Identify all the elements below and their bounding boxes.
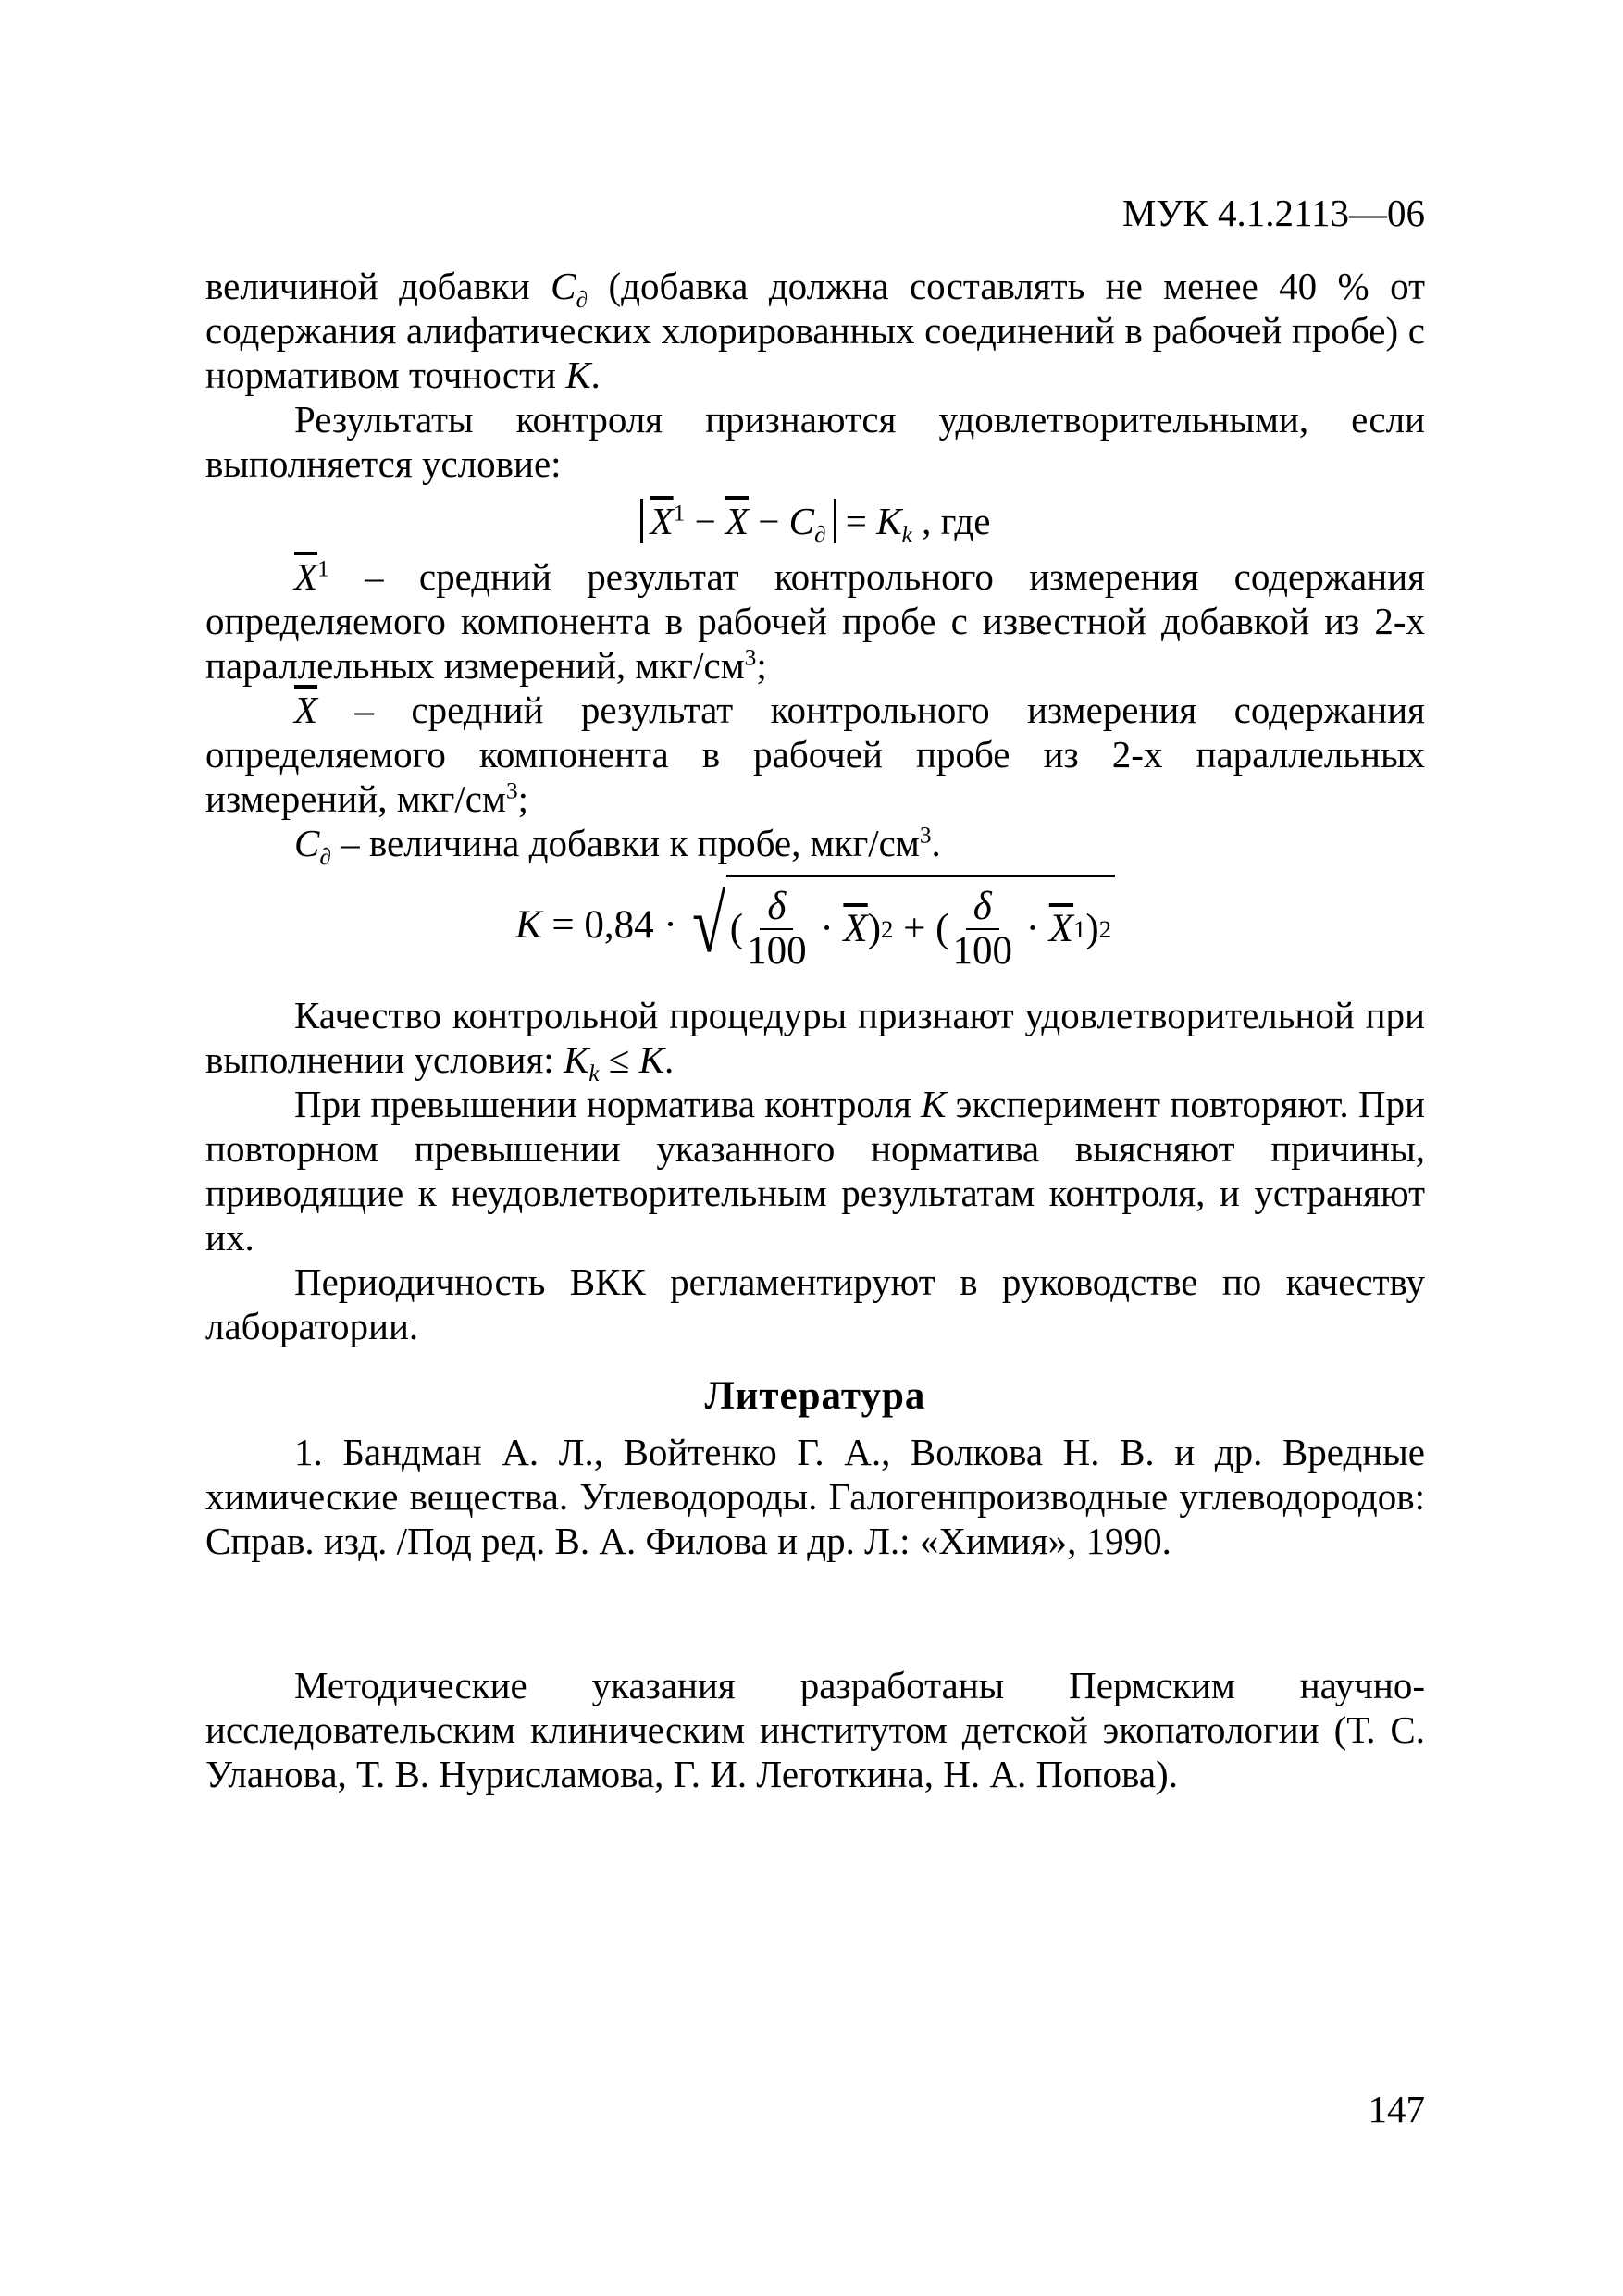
formula-condition [205, 499, 1425, 549]
symbol-k: K [514, 903, 542, 947]
text-run: . [663, 1038, 675, 1081]
symbol-x: $\overline{X}$ [843, 906, 868, 950]
literature-heading: Литература [704, 1374, 926, 1418]
subscript: ∂ [576, 287, 588, 314]
page-number: 147 [1368, 2088, 1425, 2130]
operator: · [810, 906, 844, 950]
superscript: 3 [505, 777, 518, 804]
subscript: ∂ [813, 522, 826, 549]
credits-paragraph: Методические указания разработаны Пермским научно-исследовательским клиническим институтом детской экопатологии (Т. С. Уланова, Т. В. Нурисламова, Г. И. Леготкина, Н. А. Попова). [205, 1664, 1425, 1795]
symbol-k: K [921, 1083, 947, 1125]
denominator: 100 [747, 928, 807, 973]
text-run: – величина добавки к пробе, мкг/см [330, 822, 920, 864]
text-run: ; [517, 777, 529, 820]
spacer [205, 1563, 1425, 1663]
subscript: k [588, 1061, 600, 1087]
definition-x1 [205, 554, 1425, 688]
text-run: . [931, 822, 941, 864]
symbol-k: K [876, 500, 902, 542]
text-run: Качество контрольной процедуры признают удовлетворительной при выполнении условия: [205, 994, 1425, 1081]
text-run: – средний результат контрольного измерения содержания определяемого компонента в рабочей пробе из 2-х параллельных измерений, мкг/см [205, 689, 1425, 820]
symbol-c [551, 265, 588, 314]
fraction [952, 886, 1012, 973]
paragraph-additive [205, 264, 1425, 397]
operator: = [836, 500, 877, 542]
symbol-c: C [788, 500, 814, 542]
operator: · [1015, 906, 1049, 950]
text-run: (добавка должна составлять не менее 40 % от содержания алифатических хлорированных соединений в рабочей пробе) с нормативом точности [205, 265, 1425, 396]
subscript: ∂ [319, 844, 331, 871]
text-run: , где [911, 500, 991, 542]
paragraph-results: Результаты контроля признаются удовлетворительными, если выполняется условие: [205, 398, 1425, 485]
text-run: ; [756, 644, 767, 687]
reference-item: 1. Бандман А. Л., Войтенко Г. А., Волкова Н. В. и др. Вредные химические вещества. Углеводороды. Галогенпроизводные углеводородов: Справ. изд. /Под ред. В. А. Филова и др. Л.: «Химия», 1990. [205, 1431, 1425, 1562]
denominator: 100 [952, 928, 1012, 973]
radicand: ( $\frac{\delta}{100}$ · $\overline{X}$ ) 2 + ( $\frac{\delta}{100}$ · $\overline{X}$ 1 ) 2 [726, 875, 1115, 976]
fraction [747, 886, 807, 973]
square-root [687, 875, 1115, 976]
symbol-k: K [563, 1038, 589, 1081]
definition-c [205, 821, 1425, 871]
paren: ( [935, 906, 949, 950]
superscript: 3 [919, 822, 932, 849]
text-run: величиной добавки [205, 265, 551, 307]
text-run: При превышении норматива контроля [294, 1083, 922, 1125]
symbol-c: C [294, 822, 320, 864]
operator: = 0,84 · [541, 903, 688, 947]
absolute-value [640, 499, 836, 549]
paren: ) [1085, 906, 1099, 950]
document-code: МУК 4.1.2113—06 [1121, 192, 1425, 234]
superscript: 1 [317, 555, 329, 582]
operator: + [893, 906, 936, 950]
symbol-x1: $\overline{X}$ [650, 500, 674, 542]
radical-sign: √ [692, 880, 726, 970]
symbol-x1: $\overline{X}$ [294, 555, 318, 598]
symbol-text: C [551, 265, 576, 307]
symbol-k: K [638, 1038, 664, 1081]
superscript: 1 [673, 500, 686, 527]
text-run: . [590, 354, 601, 396]
symbol-k: K [565, 354, 591, 396]
operator: − [685, 500, 725, 542]
definition-x [205, 688, 1425, 821]
paragraph-periodicity: Периодичность ВКК регламентируют в руководстве по качеству лаборатории. [205, 1260, 1425, 1347]
symbol-x: $\overline{X}$ [725, 500, 749, 542]
numerator: δ [760, 886, 793, 930]
symbol-x1: $\overline{X}$ [1048, 906, 1074, 950]
subscript: k [901, 522, 912, 549]
text-run: эксперимент повторяют. При повторном превышении указанного норматива выясняют причины, приводящие к неудовлетворительным результатам контроля, и устраняют их. [205, 1083, 1425, 1259]
paragraph-quality [205, 993, 1425, 1087]
paren: ) [867, 906, 882, 950]
formula-k-norm [205, 875, 1425, 976]
symbol-x: $\overline{X}$ [294, 689, 318, 731]
operator: ≤ [599, 1038, 639, 1081]
text-run: – средний результат контрольного измерения содержания определяемого компонента в рабочей пробе с известной добавкой из 2-х параллельных измерений, мкг/см [205, 555, 1425, 687]
superscript: 3 [744, 644, 757, 671]
paragraph-repeat [205, 1082, 1425, 1260]
numerator: δ [966, 886, 999, 930]
operator: − [749, 500, 789, 542]
paren: ( [729, 906, 744, 950]
page-body [205, 264, 1425, 1796]
